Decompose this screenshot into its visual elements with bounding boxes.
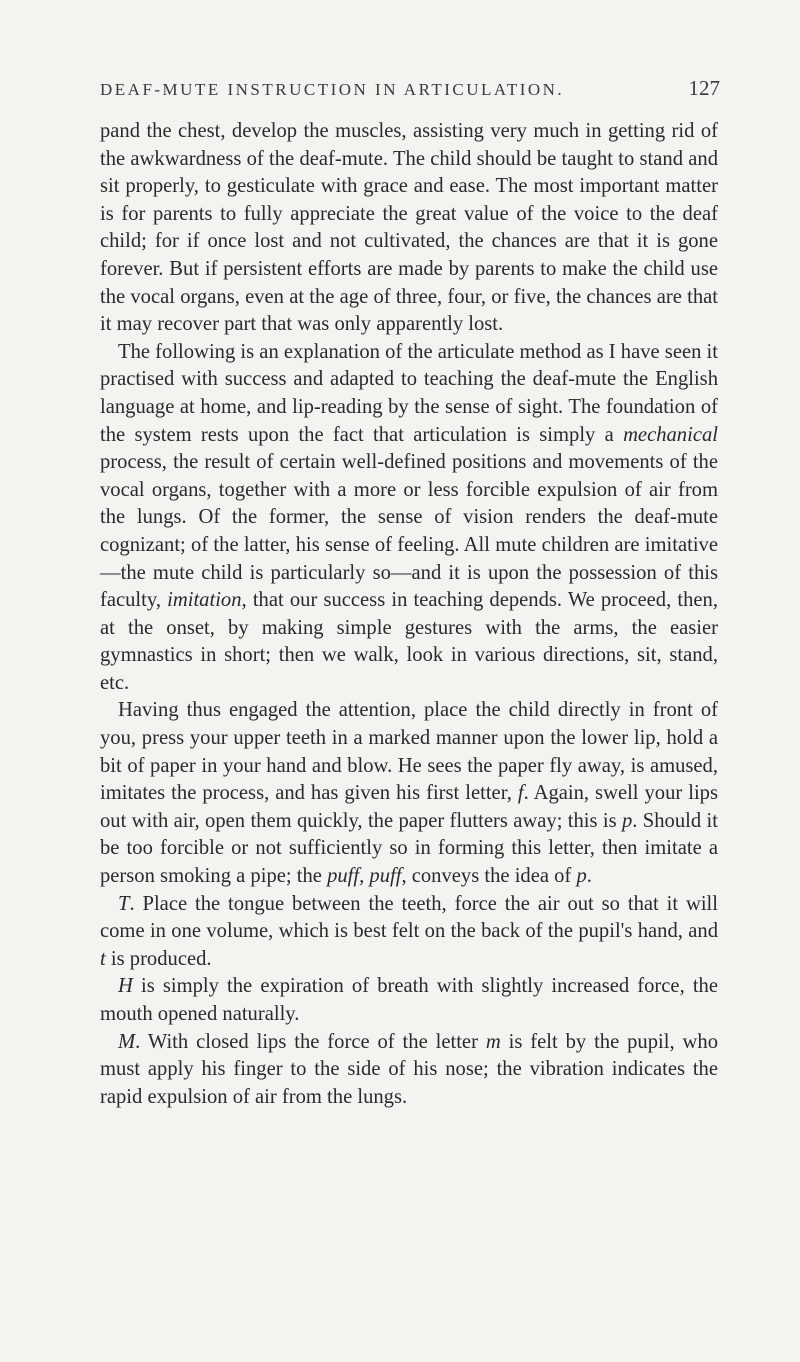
text-run: Having thus engaged the attention, place the child directly in front of you, press your upper teeth in a marked manner upon the lower lip, hold a bit of paper in your hand and blow. He sees the paper fly away, is amused, imitates the process, and has given his first letter,	[100, 699, 718, 805]
running-header	[100, 76, 720, 106]
text-run: The following is an explanation of the articulate method as I have seen it practised with success and adapted to teaching the deaf-mute the English language at home, and lip-reading by the sense of sight. The foundation of the system rests upon the fact that articulation is simply a	[100, 340, 718, 446]
paragraph	[100, 973, 718, 1028]
italic-text: p	[576, 865, 587, 888]
italic-text: T	[118, 892, 130, 915]
paragraph	[100, 891, 718, 974]
text-run: . With closed lips the force of the letter	[135, 1030, 486, 1053]
italic-text: mechanical	[623, 423, 718, 446]
page-number: 127	[688, 76, 720, 100]
text-run: . Again, swell your lips out with air, open them quickly, the paper flutters away; this is	[100, 782, 718, 832]
text-run: pand the chest, develop the muscles, assisting very much in getting rid of the awkwardness of the deaf-mute. The child should be taught to stand and sit properly, to gesticulate with grace and ease. The most important matter is for parents to fully appreciate the great value of the voice to the deaf child; for if once lost and not cultivated, the chances are that it is gone forever. But if persistent efforts are made by parents to make the child use the vocal organs, even at the age of three, four, or five, the chances are that it may recover part that was only apparently lost.	[100, 120, 718, 336]
italic-text: imitation	[167, 589, 242, 612]
italic-text: p	[622, 809, 633, 832]
body-text	[100, 118, 718, 1111]
paragraph	[100, 697, 718, 890]
text-run: , that our success in teaching depends. We proceed, then, at the onset, by making simple gestures with the arms, the easier gymnastics in short; then we walk, look in various directions, sit, stand, etc.	[100, 589, 718, 694]
text-run: is felt by the pupil, who must apply his finger to the side of his nose; the vibration indicates the rapid expulsion of air from the lungs.	[100, 1030, 718, 1108]
text-run: . Should it be too forcible or not sufficiently so in forming this letter, then imitate a person smoking a pipe; the	[100, 809, 718, 888]
italic-text: m	[485, 1030, 501, 1053]
paragraph	[100, 1029, 718, 1112]
italic-text: M	[118, 1030, 136, 1053]
italic-text: t	[100, 947, 106, 970]
text-run: , conveys the idea of	[401, 865, 577, 888]
running-title: DEAF-MUTE INSTRUCTION IN ARTICULATION.	[100, 80, 565, 99]
italic-text: H	[118, 975, 133, 998]
text-run: . Place the tongue between the teeth, force the air out so that it will come in one volume, which is best felt on the back of the pupil's hand, and	[100, 892, 718, 943]
paragraph	[100, 339, 718, 698]
text-run: process, the result of certain well-defined positions and movements of the vocal organs, together with a more or less forcible expulsion of air from the lungs. Of the former, the sense of vision renders the deaf-mute cognizant; of the latter, his sense of feeling. All mute children are imitative—the mute child is particularly so—and it is upon the possession of this faculty,	[100, 451, 718, 612]
text-run: is produced.	[105, 947, 212, 970]
paragraph	[100, 118, 718, 339]
text-run: .	[586, 865, 592, 888]
italic-text: puff, puff	[327, 865, 402, 888]
text-run: is simply the expiration of breath with slightly increased force, the mouth opened naturally.	[100, 975, 718, 1025]
italic-text: f	[517, 782, 524, 805]
